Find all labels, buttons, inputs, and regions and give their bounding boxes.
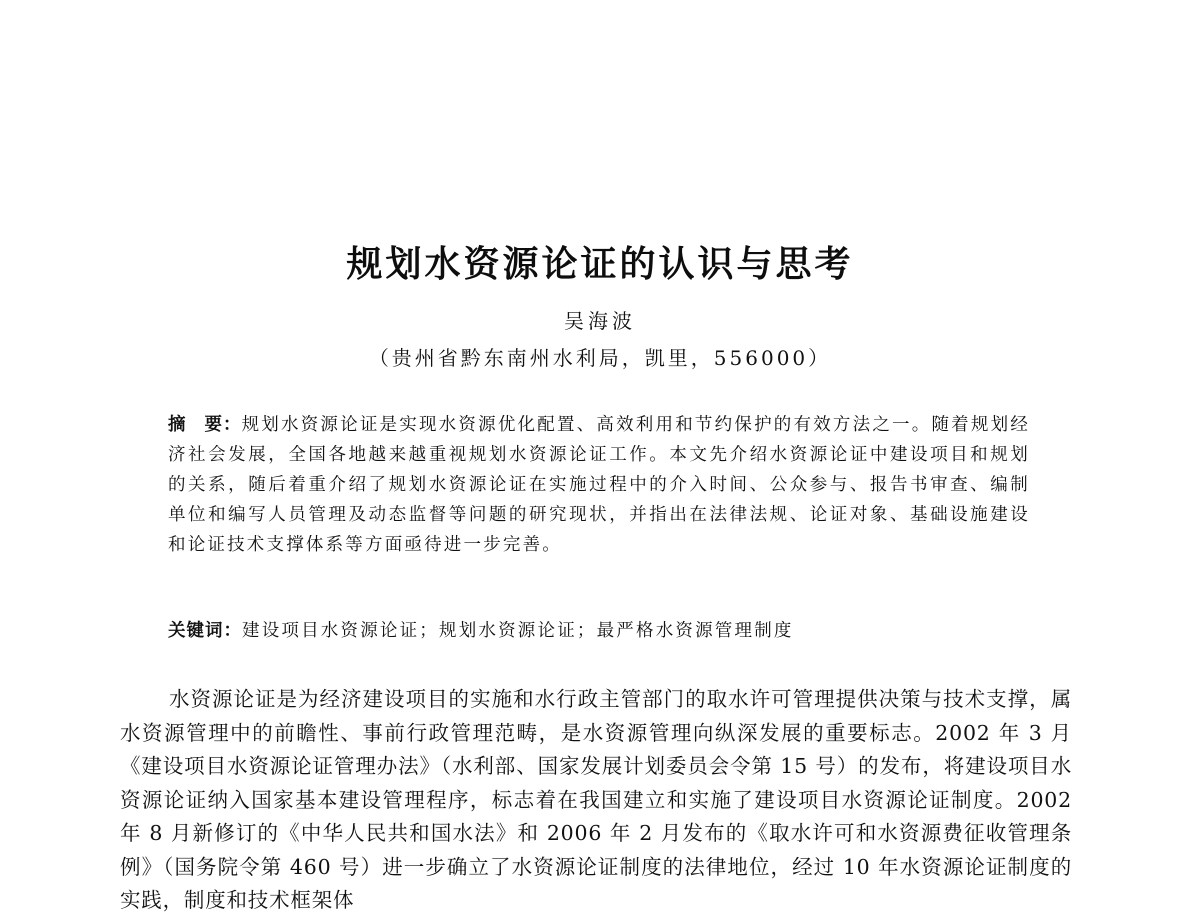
body-paragraph: 水资源论证是为经济建设项目的实施和水行政主管部门的取水许可管理提供决策与技术支撑，属水资源管理中的前瞻性、事前行政管理范畴，是水资源管理向纵深发展的重要标志。2002 年 3 月《建设项目水资源论证管理办法》（水利部、国家发展计划委员会令第 15 号）的发布，将建设项目水资源论证纳入国家基本建设管理程序，标志着在我国建立和实施了建设项目水资源论证制度。2002 年 8 月新修订的《中华人民共和国水法》和 2006 年 2 月发布的《取水许可和水资源费征收管理条例》（国务院令第 460 号）进一步确立了水资源论证制度的法律地位，经过 10 年水资源论证制度的实践，制度和技术框架体 bbox=[120, 687, 1072, 912]
abstract-label-second: 要： bbox=[204, 415, 242, 435]
abstract-label-first: 摘 bbox=[168, 415, 187, 435]
abstract-label bbox=[168, 415, 242, 435]
keywords-text: 建设项目水资源论证；规划水资源论证；最严格水资源管理制度 bbox=[242, 621, 794, 641]
abstract-text: 规划水资源论证是实现水资源优化配置、高效利用和节约保护的有效方法之一。随着规划经济社会发展，全国各地越来越重视规划水资源论证工作。本文先介绍水资源论证中建设项目和规划的关系，随后着重介绍了规划水资源论证在实施过程中的介入时间、公众参与、报告书审查、编制单位和编写人员管理及动态监督等问题的研究现状，并指出在法律法规、论证对象、基础设施建设和论证技术支撑体系等方面亟待进一步完善。 bbox=[168, 415, 1031, 555]
keywords-label: 关键词： bbox=[168, 621, 242, 641]
keywords bbox=[168, 616, 1030, 646]
abstract bbox=[168, 410, 1030, 560]
author-name: 吴海波 bbox=[564, 309, 636, 333]
author-affiliation: （贵州省黔东南州水利局，凯里，556000） bbox=[368, 346, 832, 370]
paper-title: 规划水资源论证的认识与思考 bbox=[346, 244, 854, 285]
